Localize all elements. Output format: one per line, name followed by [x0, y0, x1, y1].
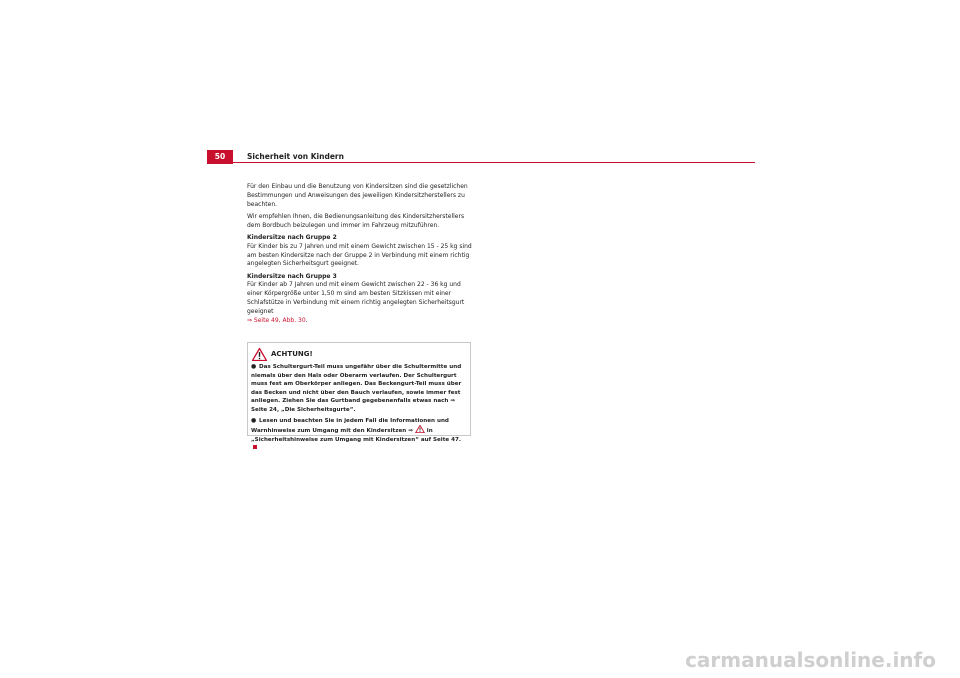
warning-bullet-1-reference[interactable]: ⇒ Seite 24, „Die Sicherheitsgurte“.: [251, 398, 456, 413]
header-divider: [207, 162, 755, 163]
warning-bullet-2: [251, 417, 467, 453]
warning-bullet-2-text: Lesen und beachten Sie in jedem Fall die Informationen und Warnhinweise zum Umgang mit den Kindersitzen ⇒: [251, 417, 449, 435]
watermark: carmanualsonline.info: [685, 648, 936, 672]
end-of-section-icon: [253, 445, 257, 449]
page-header: [207, 150, 755, 164]
group3-text: Für Kinder ab 7 Jahren und mit einem Gewicht zwischen 22 - 36 kg und einer Körpergröße unter 1,50 m sind am besten Sitzkissen mit einer Schlafstütze in Verbindung mit einem richtig angelegten Sicherheitsgurt geeignet: [247, 281, 465, 315]
warning-title: ACHTUNG!: [271, 350, 313, 358]
warning-bullet-2-reference[interactable]: in „Sicherheitshinweise zum Umgang mit Kindersitzen“ auf Seite 47.: [251, 428, 462, 443]
warning-triangle-inline-icon[interactable]: [415, 425, 425, 433]
group2-paragraph: Für Kinder bis zu 7 Jahren und mit einem Gewicht zwischen 15 - 25 kg sind am besten Kindersitze nach der Gruppe 2 in Verbindung mit einem richtig angelegten Sicherheitsgurt geeignet.: [247, 242, 472, 268]
warning-body: [251, 363, 467, 455]
warning-box: [247, 342, 471, 443]
group3-heading: Kindersitze nach Gruppe 3: [247, 272, 337, 280]
intro-paragraph-1: Für den Einbau und die Benutzung von Kindersitzen sind die gesetzlichen Bestimmungen und Anweisungen des jeweiligen Kindersitzherstellers zu beachten.: [247, 183, 468, 208]
group3-page-reference-link[interactable]: ⇒ Seite 49, Abb. 30: [247, 316, 306, 324]
chapter-title: Sicherheit von Kindern: [247, 152, 344, 161]
intro-paragraph-2: Wir empfehlen Ihnen, die Bedienungsanleitung des Kindersitzherstellers dem Bordbuch beizulegen und immer im Fahrzeug mitzuführen.: [247, 212, 465, 229]
group3-paragraph: [247, 281, 472, 325]
page-number: 50: [207, 150, 233, 164]
group3-end: .: [305, 316, 308, 324]
warning-bullet-1-text: Das Schultergurt-Teil muss ungefähr über die Schultermitte und niemals über den Hals oder Oberarm verlaufen. Der Schultergurt muss fest am Oberkörper anliegen. Das Beckengurt-Teil muss über das Becken und nicht über den Bauch verlaufen, sowie immer fest anliegen. Ziehen Sie das Gurtband gegebenenfalls etwas nach: [251, 364, 462, 405]
bullet-icon: ●: [251, 416, 257, 424]
bullet-icon: ●: [251, 363, 257, 370]
warning-bullet-1: [251, 363, 467, 415]
main-content: [247, 183, 472, 329]
warning-triangle-icon: [252, 348, 267, 361]
group2-heading: Kindersitze nach Gruppe 2: [247, 233, 337, 241]
